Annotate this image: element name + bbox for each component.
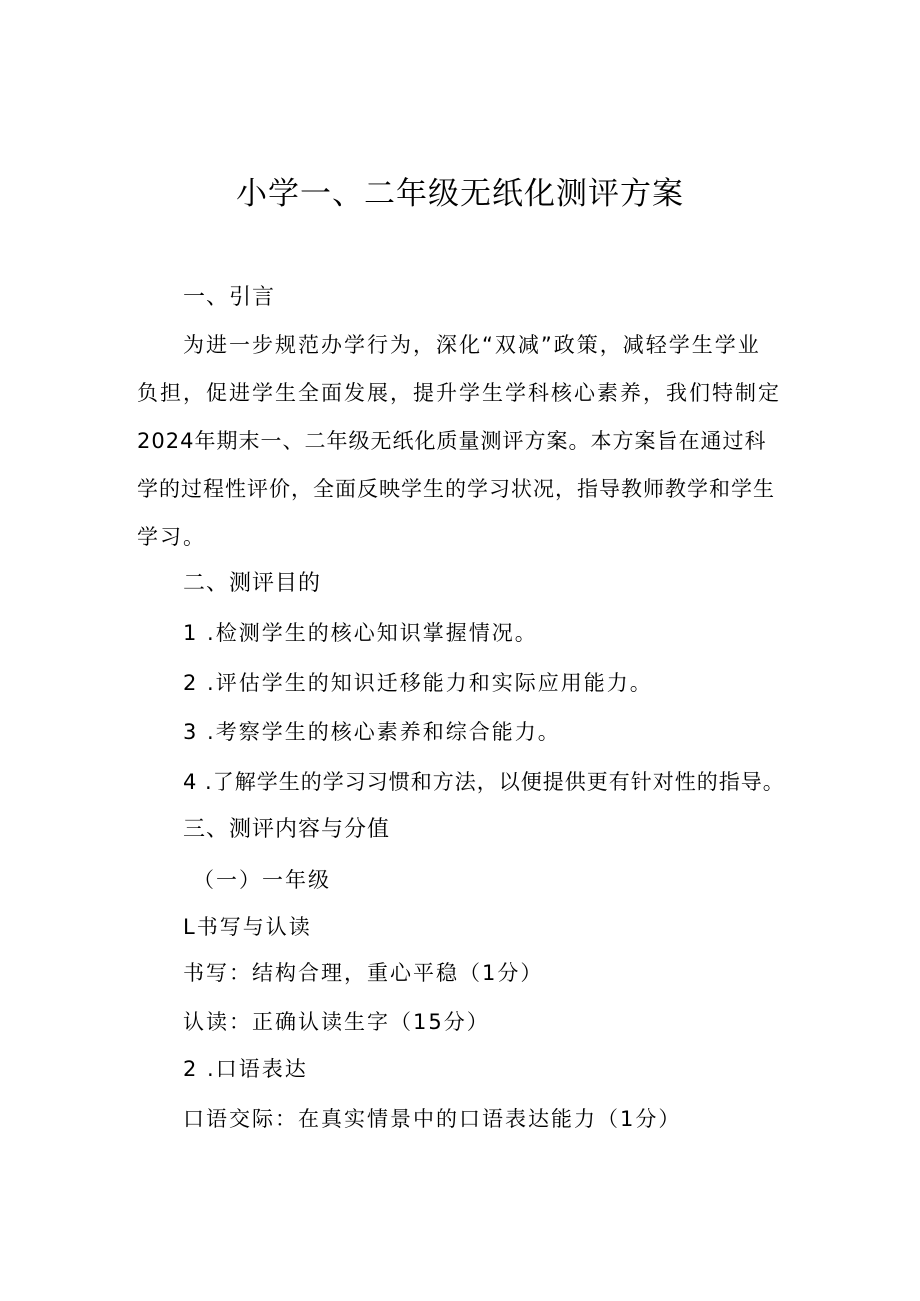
- content-line: 2 .口语表达: [183, 1057, 308, 1081]
- purpose-list-item: 1 .检测学生的核心知识掌握情况。: [183, 621, 538, 645]
- purpose-list-item: 3 .考察学生的核心素养和综合能力。: [183, 720, 561, 744]
- intro-paragraph-line: 学习。: [137, 525, 206, 549]
- content-line: 口语交际：在真实情景中的口语表达能力（1分）: [183, 1107, 682, 1131]
- content-line: 书写：结构合理，重心平稳（1分）: [183, 961, 544, 985]
- section-heading-purpose: 二、测评目的: [183, 571, 322, 596]
- intro-paragraph-line: 负担，促进学生全面发展，提升学生学科核心素养，我们特制定: [137, 381, 781, 405]
- content-line: L书写与认读: [183, 915, 312, 939]
- purpose-list-item: 2 .评估学生的知识迁移能力和实际应用能力。: [183, 671, 653, 695]
- intro-paragraph-line: 2024年期末一、二年级无纸化质量测评方案。本方案旨在通过科: [137, 429, 767, 453]
- content-line: 认读：正确认读生字（15分）: [183, 1010, 490, 1034]
- intro-paragraph-line: 学的过程性评价，全面反映学生的学习状况，指导教师教学和学生: [137, 477, 775, 501]
- grade-subheading: （一）一年级: [193, 868, 331, 892]
- document-title: 小学一、二年级无纸化测评方案: [236, 176, 684, 212]
- section-heading-content: 三、测评内容与分值: [183, 817, 391, 842]
- purpose-list-item: 4 .了解学生的学习习惯和方法，以便提供更有针对性的指导。: [183, 770, 785, 794]
- intro-paragraph-line: 为进一步规范办学行为，深化“双减”政策，减轻学生学业: [183, 333, 761, 357]
- section-heading-intro: 一、引言: [183, 285, 276, 310]
